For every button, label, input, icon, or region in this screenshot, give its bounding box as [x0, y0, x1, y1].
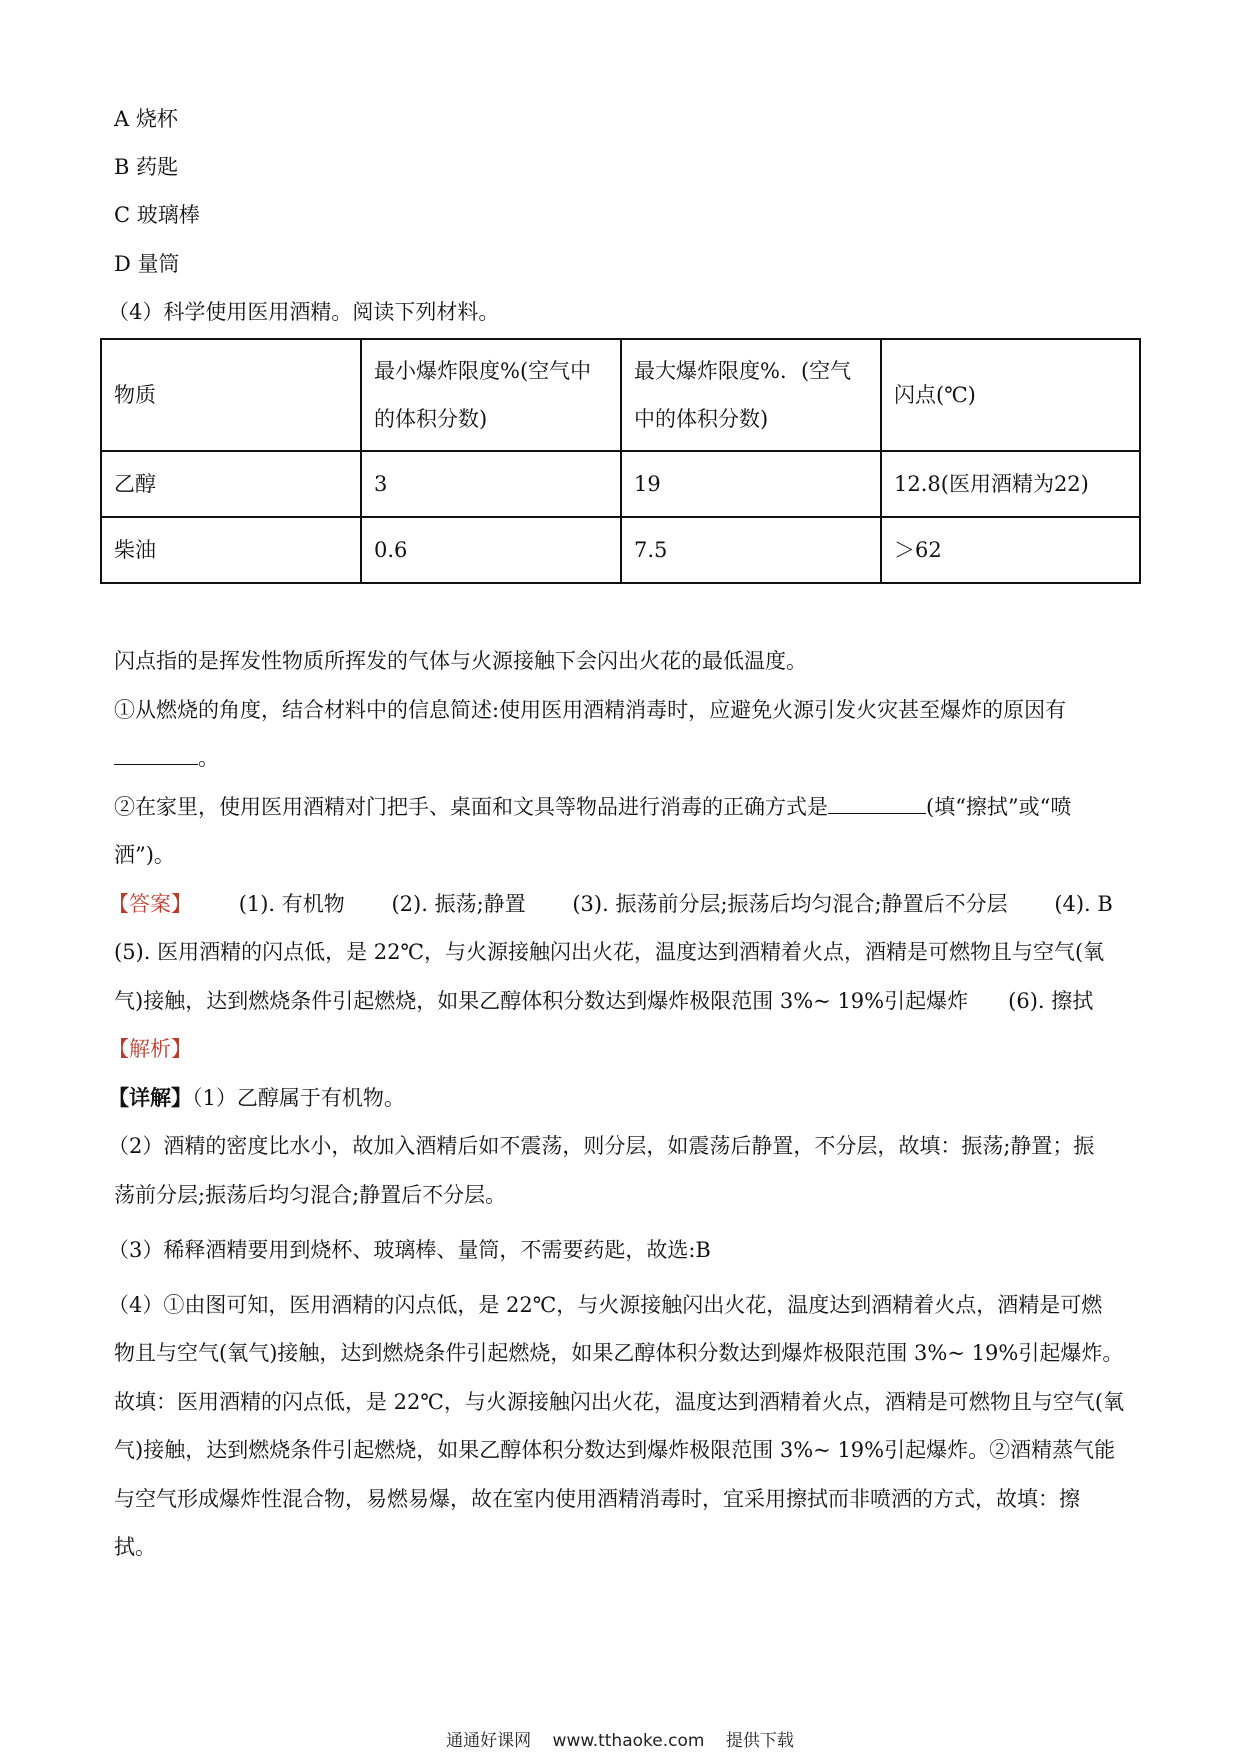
table-header-cell: 最小爆炸限度%(空气中 的体积分数) [361, 339, 621, 451]
detail-4c: 故填：医用酒精的闪点低，是 22℃，与火源接触闪出火花，温度达到酒精着火点，酒精是可燃物且与空气(氧 [114, 1390, 1125, 1414]
answer-line-2: (5). 医用酒精的闪点低，是 22℃，与火源接触闪出火花，温度达到酒精着火点，酒精是可燃物且与空气(氧 [114, 940, 1105, 964]
detail-4e: 与空气形成爆炸性混合物，易燃易爆，故在室内使用酒精消毒时，宜采用擦拭而非喷洒的方式，故填：擦 [114, 1487, 1080, 1511]
table-cell: 柴油 [101, 517, 361, 583]
table-cell: 7.5 [621, 517, 881, 583]
question-4-2: ②在家里，使用医用酒精对门把手、桌面和文具等物品进行消毒的正确方式是 (填“擦拭”或“喷 [114, 795, 1072, 819]
answer-blank [114, 744, 198, 765]
analysis-label: 【解析】 [108, 1037, 192, 1061]
material-table [100, 338, 1141, 584]
question-4-intro: （4）科学使用医用酒精。阅读下列材料。 [108, 300, 500, 324]
answer-label: 【答案】 [108, 892, 192, 916]
table-header-cell: 物质 [101, 339, 361, 451]
footer-action: 提供下载 [725, 1731, 794, 1751]
option-c: C 玻璃棒 [114, 203, 200, 227]
footer-url[interactable]: www.tthaoke.com [552, 1731, 705, 1751]
answer-blank [828, 793, 926, 814]
table-cell: 12.8(医用酒精为22) [881, 451, 1140, 517]
detail-3: （3）稀释酒精要用到烧杯、玻璃棒、量筒，不需要药匙，故选:B [108, 1238, 711, 1262]
detail-4d: 气)接触，达到燃烧条件引起燃烧，如果乙醇体积分数达到爆炸极限范围 3%~ 19%引起爆炸。②酒精蒸气能 [114, 1438, 1116, 1462]
footer-watermark [0, 1726, 1240, 1751]
question-4-1: ①从燃烧的角度，结合材料中的信息简述:使用医用酒精消毒时，应避免火源引发火灾甚至爆炸的原因有 [114, 698, 1067, 722]
detail-1: 【详解】（1）乙醇属于有机物。 [108, 1085, 405, 1110]
table-header-cell: 闪点(℃) [881, 339, 1140, 451]
table-header-cell: 最大爆炸限度%．(空气 中的体积分数) [621, 339, 881, 451]
table-cell: 乙醇 [101, 451, 361, 517]
option-a: A 烧杯 [114, 107, 178, 131]
table-cell: 3 [361, 451, 621, 517]
question-4-2-cont: 洒”)。 [114, 843, 175, 867]
answer-line-1: 【答案】 (1). 有机物 (2). 振荡;静置 (3). 振荡前分层;振荡后均匀混合;静置后不分层 (4). B [108, 892, 1113, 916]
detail-label: 【详解】 [108, 1085, 192, 1110]
answer-line-3: 气)接触，达到燃烧条件引起燃烧，如果乙醇体积分数达到爆炸极限范围 3%~ 19%引起爆炸 (6). 擦拭 [114, 989, 1094, 1013]
table-row [101, 517, 1140, 583]
detail-4b: 物且与空气(氧气)接触，达到燃烧条件引起燃烧，如果乙醇体积分数达到爆炸极限范围 3%~ 19%引起爆炸。 [114, 1341, 1124, 1365]
detail-2a: （2）酒精的密度比水小，故加入酒精后如不震荡，则分层，如震荡后静置，不分层，故填：振荡;静置；振 [108, 1134, 1095, 1158]
table-row [101, 451, 1140, 517]
detail-4f: 拭。 [114, 1535, 156, 1559]
table-header-row [101, 339, 1140, 451]
option-d: D 量筒 [114, 252, 180, 276]
option-b: B 药匙 [114, 155, 179, 179]
question-4-1-blank-line: 。 [114, 744, 219, 772]
flash-point-definition: 闪点指的是挥发性物质所挥发的气体与火源接触下会闪出火花的最低温度。 [114, 649, 807, 673]
table-cell: 0.6 [361, 517, 621, 583]
detail-4a: （4）①由图可知，医用酒精的闪点低，是 22℃，与火源接触闪出火花，温度达到酒精着火点，酒精是可燃 [108, 1293, 1103, 1317]
footer-site: 通通好课网 [446, 1731, 532, 1751]
table-cell: ＞62 [881, 517, 1140, 583]
table-cell: 19 [621, 451, 881, 517]
detail-2b: 荡前分层;振荡后均匀混合;静置后不分层。 [114, 1183, 507, 1207]
